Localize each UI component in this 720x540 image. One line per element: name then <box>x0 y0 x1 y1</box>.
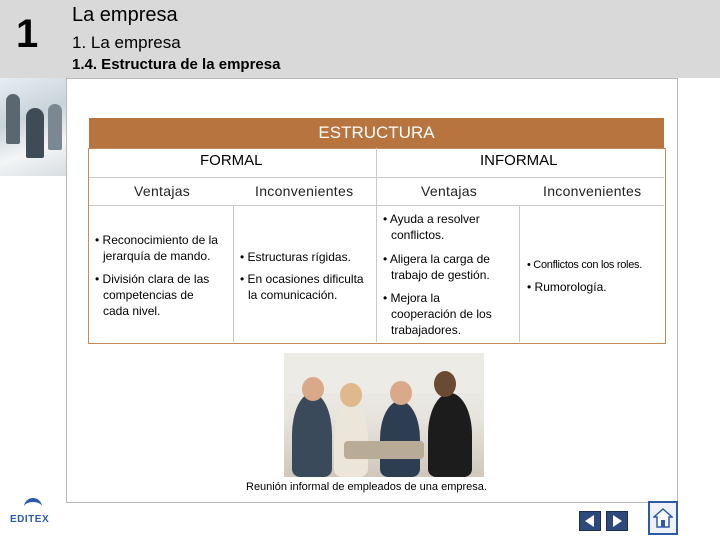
informal-ventajas-header: Ventajas <box>421 183 478 199</box>
formal-inconvenientes-header: Inconvenientes <box>255 183 354 199</box>
informal-ventaja-2: • Aligera la carga de trabajo de gestión. <box>383 252 490 282</box>
formal-inconveniente-1: • Estructuras rígidas. <box>240 250 351 264</box>
informal-ventaja-3: • Mejora la cooperación de los trabajadores. <box>383 291 492 337</box>
table-divider-row1 <box>89 177 664 178</box>
formal-inconveniente-2: • En ocasiones dificulta la comunicación. <box>240 272 364 302</box>
triangle-right-icon <box>610 514 624 528</box>
page-subtitle: 1. La empresa <box>72 33 181 52</box>
triangle-left-icon <box>583 514 597 528</box>
logo-text: EDITEX <box>10 514 50 525</box>
table-divider-row2 <box>89 205 664 206</box>
table-divider-formal <box>233 205 234 342</box>
informal-inconvenientes-header: Inconvenientes <box>543 183 642 199</box>
informal-inconveniente-1: • Conflictos con los roles. <box>527 259 642 271</box>
prev-button[interactable] <box>579 511 601 531</box>
formal-ventaja-1: • Reconocimiento de la jerarquía de mando. <box>95 233 218 263</box>
table-divider-informal <box>519 205 520 342</box>
informal-label: INFORMAL <box>480 152 558 169</box>
formal-label: FORMAL <box>200 152 263 169</box>
formal-ventaja-2: • División clara de las competencias de cada nivel. <box>95 272 210 318</box>
section-title: 1.4. Estructura de la empresa <box>72 56 281 73</box>
editex-logo <box>10 498 54 534</box>
photo-caption: Reunión informal de empleados de una empresa. <box>246 481 487 493</box>
structure-title: ESTRUCTURA <box>89 118 664 148</box>
informal-ventaja-1: • Ayuda a resolver conflictos. <box>383 212 480 242</box>
informal-inconveniente-2: • Rumorología. <box>527 280 607 294</box>
meeting-photo <box>284 353 484 477</box>
home-icon <box>653 507 673 529</box>
formal-ventajas-header: Ventajas <box>134 183 191 199</box>
next-button[interactable] <box>606 511 628 531</box>
chapter-number: 1 <box>16 12 39 56</box>
page-title: La empresa <box>72 4 178 26</box>
office-side-image <box>0 78 66 176</box>
home-button[interactable] <box>648 501 678 535</box>
